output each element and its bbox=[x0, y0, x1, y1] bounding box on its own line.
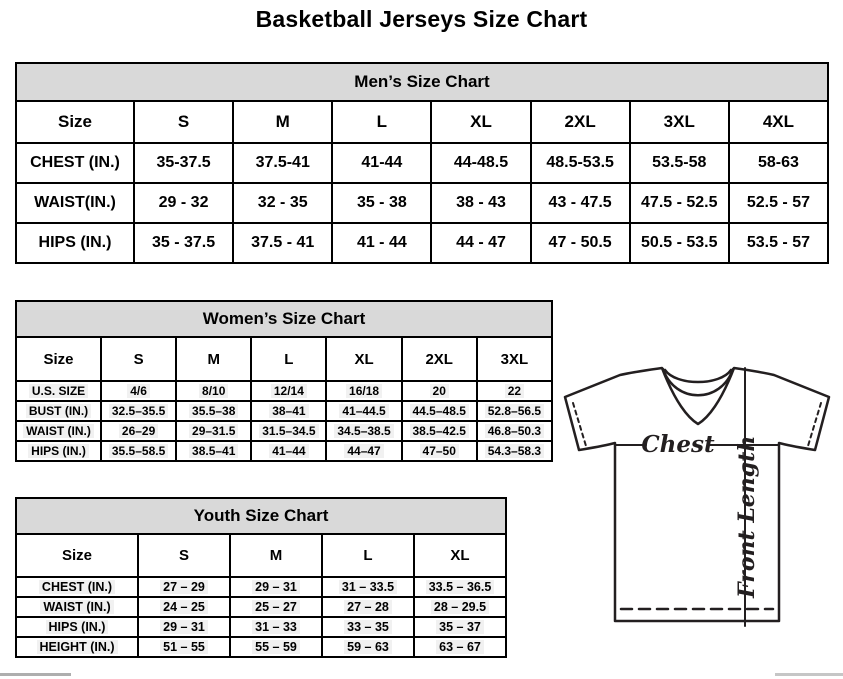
size-value-cell: 41–44 bbox=[251, 441, 326, 461]
size-value-cell: 27 – 28 bbox=[322, 597, 414, 617]
row-label: CHEST (IN.) bbox=[16, 143, 134, 183]
size-value-cell: 38 - 43 bbox=[431, 183, 530, 223]
size-value-cell: 33.5 – 36.5 bbox=[414, 577, 506, 597]
chest-label: Chest bbox=[641, 431, 715, 458]
size-value-cell: 52.5 - 57 bbox=[729, 183, 828, 223]
size-value-cell: 25 – 27 bbox=[230, 597, 322, 617]
column-header-xl: XL bbox=[326, 337, 401, 381]
size-value-cell: 43 - 47.5 bbox=[531, 183, 630, 223]
size-value-cell: 41–44.5 bbox=[326, 401, 401, 421]
size-value-cell: 50.5 - 53.5 bbox=[630, 223, 729, 263]
size-value-cell: 35.5–58.5 bbox=[101, 441, 176, 461]
size-value-cell: 55 – 59 bbox=[230, 637, 322, 657]
size-corner-header: Size bbox=[16, 337, 101, 381]
size-value-cell: 29–31.5 bbox=[176, 421, 251, 441]
column-header-s: S bbox=[134, 101, 233, 143]
row-label: CHEST (IN.) bbox=[16, 577, 138, 597]
size-value-cell: 41-44 bbox=[332, 143, 431, 183]
size-value-cell: 35.5–38 bbox=[176, 401, 251, 421]
measurement-row bbox=[16, 441, 552, 461]
size-value-cell: 48.5-53.5 bbox=[531, 143, 630, 183]
row-label: HIPS (IN.) bbox=[16, 223, 134, 263]
size-value-cell: 27 – 29 bbox=[138, 577, 230, 597]
size-value-cell: 31 – 33 bbox=[230, 617, 322, 637]
column-header-xl: XL bbox=[431, 101, 530, 143]
size-value-cell: 38–41 bbox=[251, 401, 326, 421]
size-value-cell: 16/18 bbox=[326, 381, 401, 401]
size-value-cell: 38.5–42.5 bbox=[402, 421, 477, 441]
measurement-row bbox=[16, 183, 828, 223]
size-value-cell: 51 – 55 bbox=[138, 637, 230, 657]
size-value-cell: 58-63 bbox=[729, 143, 828, 183]
size-value-cell: 29 – 31 bbox=[138, 617, 230, 637]
size-value-cell: 35 - 37.5 bbox=[134, 223, 233, 263]
measurement-row bbox=[16, 597, 506, 617]
size-value-cell: 35 – 37 bbox=[414, 617, 506, 637]
size-value-cell: 37.5 - 41 bbox=[233, 223, 332, 263]
size-value-cell: 38.5–41 bbox=[176, 441, 251, 461]
column-header-m: M bbox=[230, 534, 322, 577]
size-value-cell: 4/6 bbox=[101, 381, 176, 401]
page-title: Basketball Jerseys Size Chart bbox=[255, 6, 588, 32]
size-value-cell: 24 – 25 bbox=[138, 597, 230, 617]
size-value-cell: 52.8–56.5 bbox=[477, 401, 552, 421]
measurement-row bbox=[16, 617, 506, 637]
size-value-cell: 44-48.5 bbox=[431, 143, 530, 183]
row-label: HIPS (IN.) bbox=[16, 441, 101, 461]
row-label: WAIST (IN.) bbox=[16, 597, 138, 617]
size-value-cell: 12/14 bbox=[251, 381, 326, 401]
size-value-cell: 44.5–48.5 bbox=[402, 401, 477, 421]
column-header-l: L bbox=[322, 534, 414, 577]
size-value-cell: 41 - 44 bbox=[332, 223, 431, 263]
size-value-cell: 28 – 29.5 bbox=[414, 597, 506, 617]
column-header-2xl: 2XL bbox=[531, 101, 630, 143]
size-value-cell: 37.5-41 bbox=[233, 143, 332, 183]
size-value-cell: 31.5–34.5 bbox=[251, 421, 326, 441]
column-header-l: L bbox=[251, 337, 326, 381]
column-header-xl: XL bbox=[414, 534, 506, 577]
collar-rib-outer bbox=[665, 370, 731, 382]
size-value-cell: 20 bbox=[402, 381, 477, 401]
size-value-cell: 26–29 bbox=[101, 421, 176, 441]
row-label: WAIST(IN.) bbox=[16, 183, 134, 223]
size-value-cell: 31 – 33.5 bbox=[322, 577, 414, 597]
hscrollbar-thumb-left[interactable] bbox=[0, 673, 71, 676]
size-value-cell: 29 – 31 bbox=[230, 577, 322, 597]
size-corner-header: Size bbox=[16, 534, 138, 577]
column-header-2xl: 2XL bbox=[402, 337, 477, 381]
row-label: HEIGHT (IN.) bbox=[16, 637, 138, 657]
hscrollbar-thumb-right[interactable] bbox=[775, 673, 843, 676]
row-label: HIPS (IN.) bbox=[16, 617, 138, 637]
table-title: Men’s Size Chart bbox=[16, 63, 828, 101]
size-value-cell: 29 - 32 bbox=[134, 183, 233, 223]
jersey-measurement-diagram bbox=[558, 360, 843, 650]
row-label: BUST (IN.) bbox=[16, 401, 101, 421]
size-value-cell: 46.8–50.3 bbox=[477, 421, 552, 441]
size-corner-header: Size bbox=[16, 101, 134, 143]
row-label: WAIST (IN.) bbox=[16, 421, 101, 441]
size-value-cell: 59 – 63 bbox=[322, 637, 414, 657]
row-label: U.S. SIZE bbox=[16, 381, 101, 401]
measurement-row bbox=[16, 381, 552, 401]
size-value-cell: 32.5–35.5 bbox=[101, 401, 176, 421]
size-value-cell: 47 - 50.5 bbox=[531, 223, 630, 263]
measurement-row bbox=[16, 143, 828, 183]
womens-size-table bbox=[15, 300, 553, 462]
column-header-l: L bbox=[332, 101, 431, 143]
size-value-cell: 63 – 67 bbox=[414, 637, 506, 657]
size-value-cell: 35 - 38 bbox=[332, 183, 431, 223]
table-title: Women’s Size Chart bbox=[16, 301, 552, 337]
size-value-cell: 44 - 47 bbox=[431, 223, 530, 263]
size-value-cell: 47.5 - 52.5 bbox=[630, 183, 729, 223]
column-header-3xl: 3XL bbox=[630, 101, 729, 143]
size-value-cell: 35-37.5 bbox=[134, 143, 233, 183]
size-value-cell: 8/10 bbox=[176, 381, 251, 401]
size-value-cell: 53.5 - 57 bbox=[729, 223, 828, 263]
youth-size-table bbox=[15, 497, 507, 658]
table-title: Youth Size Chart bbox=[16, 498, 506, 534]
column-header-3xl: 3XL bbox=[477, 337, 552, 381]
column-header-4xl: 4XL bbox=[729, 101, 828, 143]
measurement-row bbox=[16, 421, 552, 441]
size-value-cell: 34.5–38.5 bbox=[326, 421, 401, 441]
size-value-cell: 44–47 bbox=[326, 441, 401, 461]
size-value-cell: 53.5-58 bbox=[630, 143, 729, 183]
column-header-s: S bbox=[101, 337, 176, 381]
size-value-cell: 22 bbox=[477, 381, 552, 401]
column-header-s: S bbox=[138, 534, 230, 577]
front-length-label: Front Length bbox=[734, 435, 760, 598]
size-value-cell: 54.3–58.3 bbox=[477, 441, 552, 461]
measurement-row bbox=[16, 577, 506, 597]
column-header-m: M bbox=[176, 337, 251, 381]
jersey-outline-shape bbox=[565, 368, 829, 621]
size-value-cell: 33 – 35 bbox=[322, 617, 414, 637]
size-value-cell: 32 - 35 bbox=[233, 183, 332, 223]
column-header-m: M bbox=[233, 101, 332, 143]
measurement-row bbox=[16, 223, 828, 263]
measurement-row bbox=[16, 637, 506, 657]
size-value-cell: 47–50 bbox=[402, 441, 477, 461]
measurement-row bbox=[16, 401, 552, 421]
mens-size-table bbox=[15, 62, 829, 264]
